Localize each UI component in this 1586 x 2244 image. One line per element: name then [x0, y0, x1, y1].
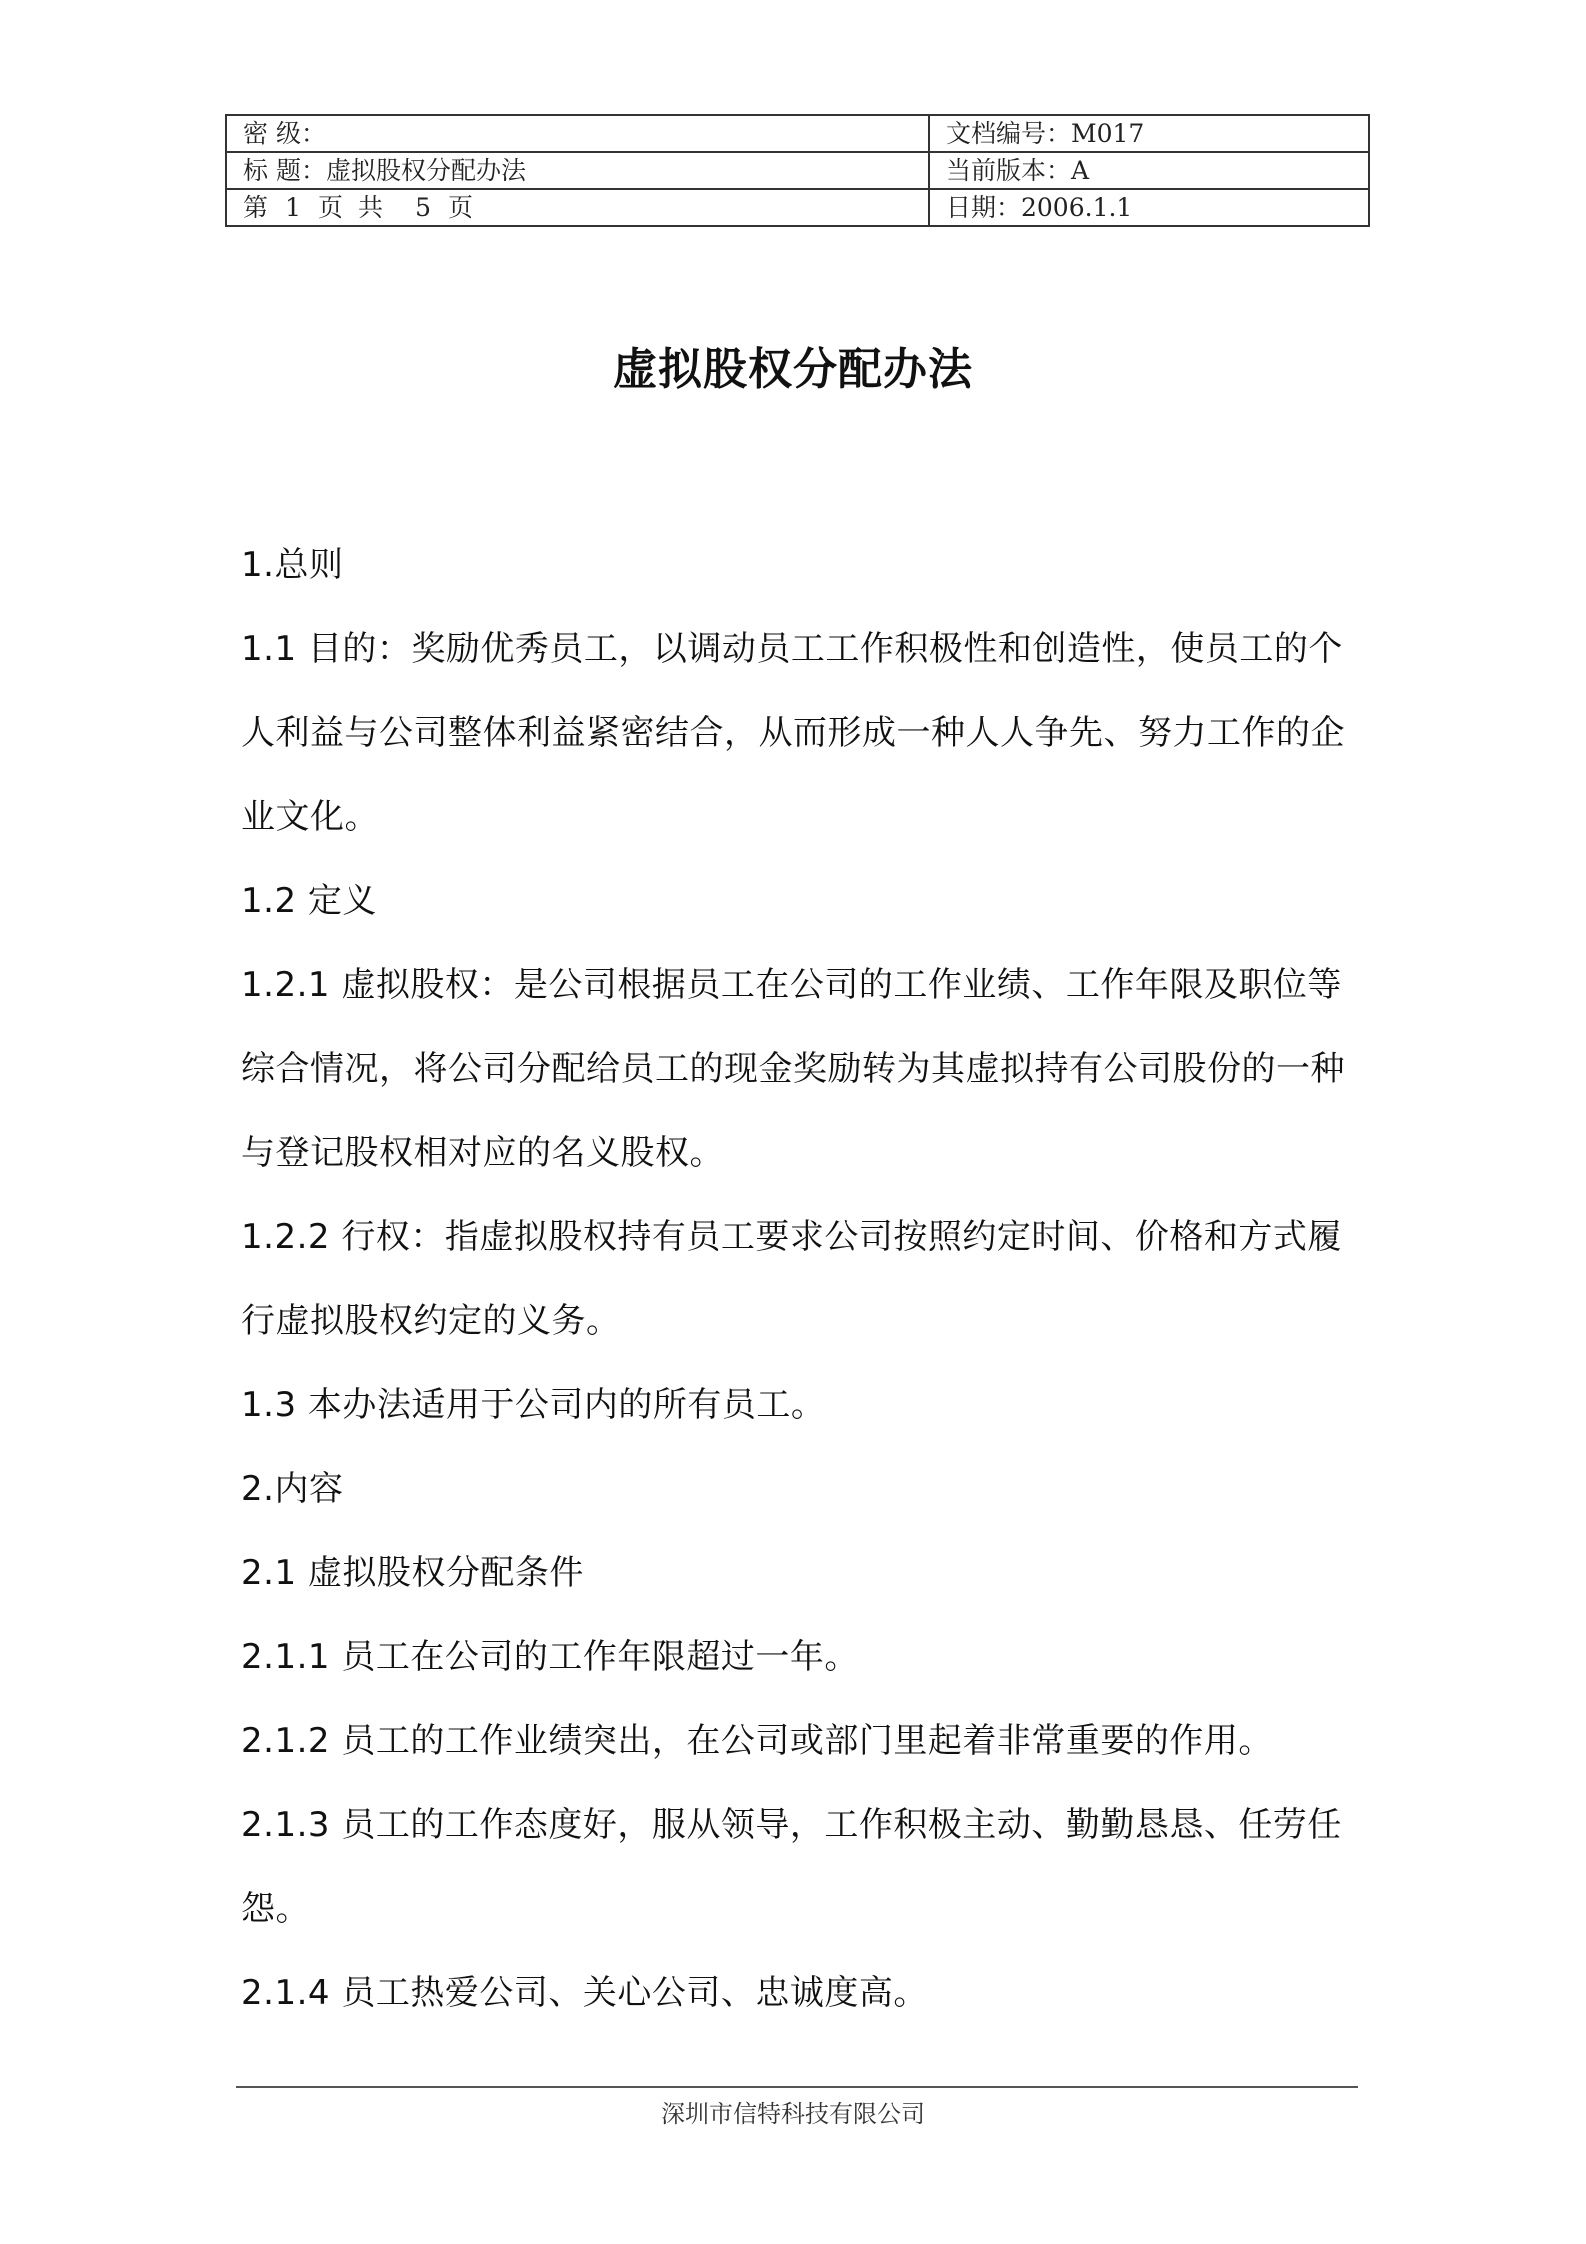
page-label-prefix: 第	[243, 193, 269, 222]
secret-level-cell: 密 级：	[226, 115, 929, 152]
paragraph: 2.1.4 员工热爱公司、关心公司、忠诚度高。	[241, 1973, 928, 2013]
page-total: 5	[415, 193, 431, 222]
paragraph: 2.1.3 员工的工作态度好，服从领导，工作积极主动、勤勤恳恳、任劳任怨。	[241, 1805, 1342, 1929]
section-heading: 2.内容	[241, 1469, 344, 1509]
document-body	[241, 523, 1361, 2035]
page-label-page: 页	[318, 193, 344, 222]
paragraph: 1.2.2 行权：指虚拟股权持有员工要求公司按照约定时间、价格和方式履行虚拟股权约定的义务。	[241, 1217, 1342, 1341]
subject-cell: 标 题：虚拟股权分配办法	[226, 152, 929, 189]
paragraph: 1.1 目的：奖励优秀员工，以调动员工工作积极性和创造性，使员工的个人利益与公司整体利益紧密结合，从而形成一种人人争先、努力工作的企业文化。	[241, 629, 1345, 837]
footer-divider	[236, 2086, 1358, 2088]
document-header-table	[225, 114, 1370, 227]
page-current: 1	[285, 193, 301, 222]
doc-number-cell: 文档编号：M017	[929, 115, 1369, 152]
paragraph: 1.3 本办法适用于公司内的所有员工。	[241, 1385, 826, 1425]
page-indicator-cell	[226, 189, 929, 226]
header-row	[226, 189, 1369, 226]
page-label-total: 共	[358, 193, 384, 222]
subsection-heading: 1.2 定义	[241, 881, 377, 921]
subsection-heading: 2.1 虚拟股权分配条件	[241, 1553, 584, 1593]
header-row	[226, 115, 1369, 152]
section-heading: 1.总则	[241, 545, 344, 585]
footer-company: 深圳市信特科技有限公司	[661, 2100, 925, 2128]
page-label-page2: 页	[448, 193, 474, 222]
header-row	[226, 152, 1369, 189]
paragraph: 2.1.1 员工在公司的工作年限超过一年。	[241, 1637, 859, 1677]
document-title: 虚拟股权分配办法	[613, 344, 973, 395]
date-cell: 日期：2006.1.1	[929, 189, 1369, 226]
paragraph: 2.1.2 员工的工作业绩突出，在公司或部门里起着非常重要的作用。	[241, 1721, 1273, 1761]
version-cell: 当前版本：A	[929, 152, 1369, 189]
paragraph: 1.2.1 虚拟股权：是公司根据员工在公司的工作业绩、工作年限及职位等综合情况，将公司分配给员工的现金奖励转为其虚拟持有公司股份的一种与登记股权相对应的名义股权。	[241, 965, 1345, 1173]
